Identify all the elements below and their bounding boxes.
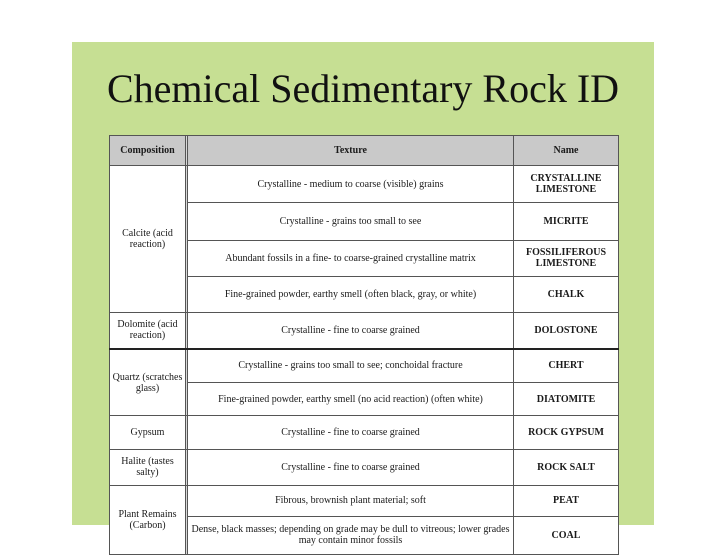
composition-cell: Calcite (acid reaction) [110,166,186,312]
rock-name-cell: FOSSILIFEROUS LIMESTONE [514,241,619,277]
composition-cell: Gypsum [110,416,186,450]
rock-id-table [109,135,619,555]
composition-cell: Quartz (scratches glass) [110,349,186,416]
table-row [110,485,619,516]
composition-cell: Plant Remains (Carbon) [110,485,186,554]
rock-name-cell: DIATOMITE [514,382,619,416]
header-name: Name [514,136,619,166]
texture-cell: Dense, black masses; depending on grade may be dull to vitreous; lower grades may contain minor fossils [188,516,514,554]
table-row [110,166,619,203]
header-texture: Texture [188,136,514,166]
rock-name-cell: CHALK [514,276,619,312]
table-row [110,449,619,485]
slide-title: Chemical Sedimentary Rock ID [106,66,620,111]
texture-cell: Fibrous, brownish plant material; soft [188,485,514,516]
texture-cell: Fine-grained powder, earthy smell (no acid reaction) (often white) [188,382,514,416]
texture-cell: Crystalline - fine to coarse grained [188,449,514,485]
rock-name-cell: CHERT [514,349,619,383]
texture-cell: Abundant fossils in a fine- to coarse-grained crystalline matrix [188,241,514,277]
rock-name-cell: PEAT [514,485,619,516]
table-row [110,416,619,450]
table-row [110,312,619,349]
texture-cell: Crystalline - grains too small to see; conchoidal fracture [188,349,514,383]
rock-name-cell: CRYSTALLINE LIMESTONE [514,166,619,203]
rock-name-cell: COAL [514,516,619,554]
texture-cell: Crystalline - fine to coarse grained [188,312,514,349]
texture-cell: Crystalline - grains too small to see [188,203,514,241]
rock-name-cell: ROCK SALT [514,449,619,485]
header-row [110,136,619,166]
table-row [110,349,619,383]
header-composition: Composition [110,136,186,166]
texture-cell: Crystalline - fine to coarse grained [188,416,514,450]
composition-cell: Dolomite (acid reaction) [110,312,186,349]
composition-cell: Halite (tastes salty) [110,449,186,485]
texture-cell: Crystalline - medium to coarse (visible) grains [188,166,514,203]
slide [72,42,654,547]
rock-name-cell: ROCK GYPSUM [514,416,619,450]
texture-cell: Fine-grained powder, earthy smell (often black, gray, or white) [188,276,514,312]
rock-name-cell: MICRITE [514,203,619,241]
rock-name-cell: DOLOSTONE [514,312,619,349]
